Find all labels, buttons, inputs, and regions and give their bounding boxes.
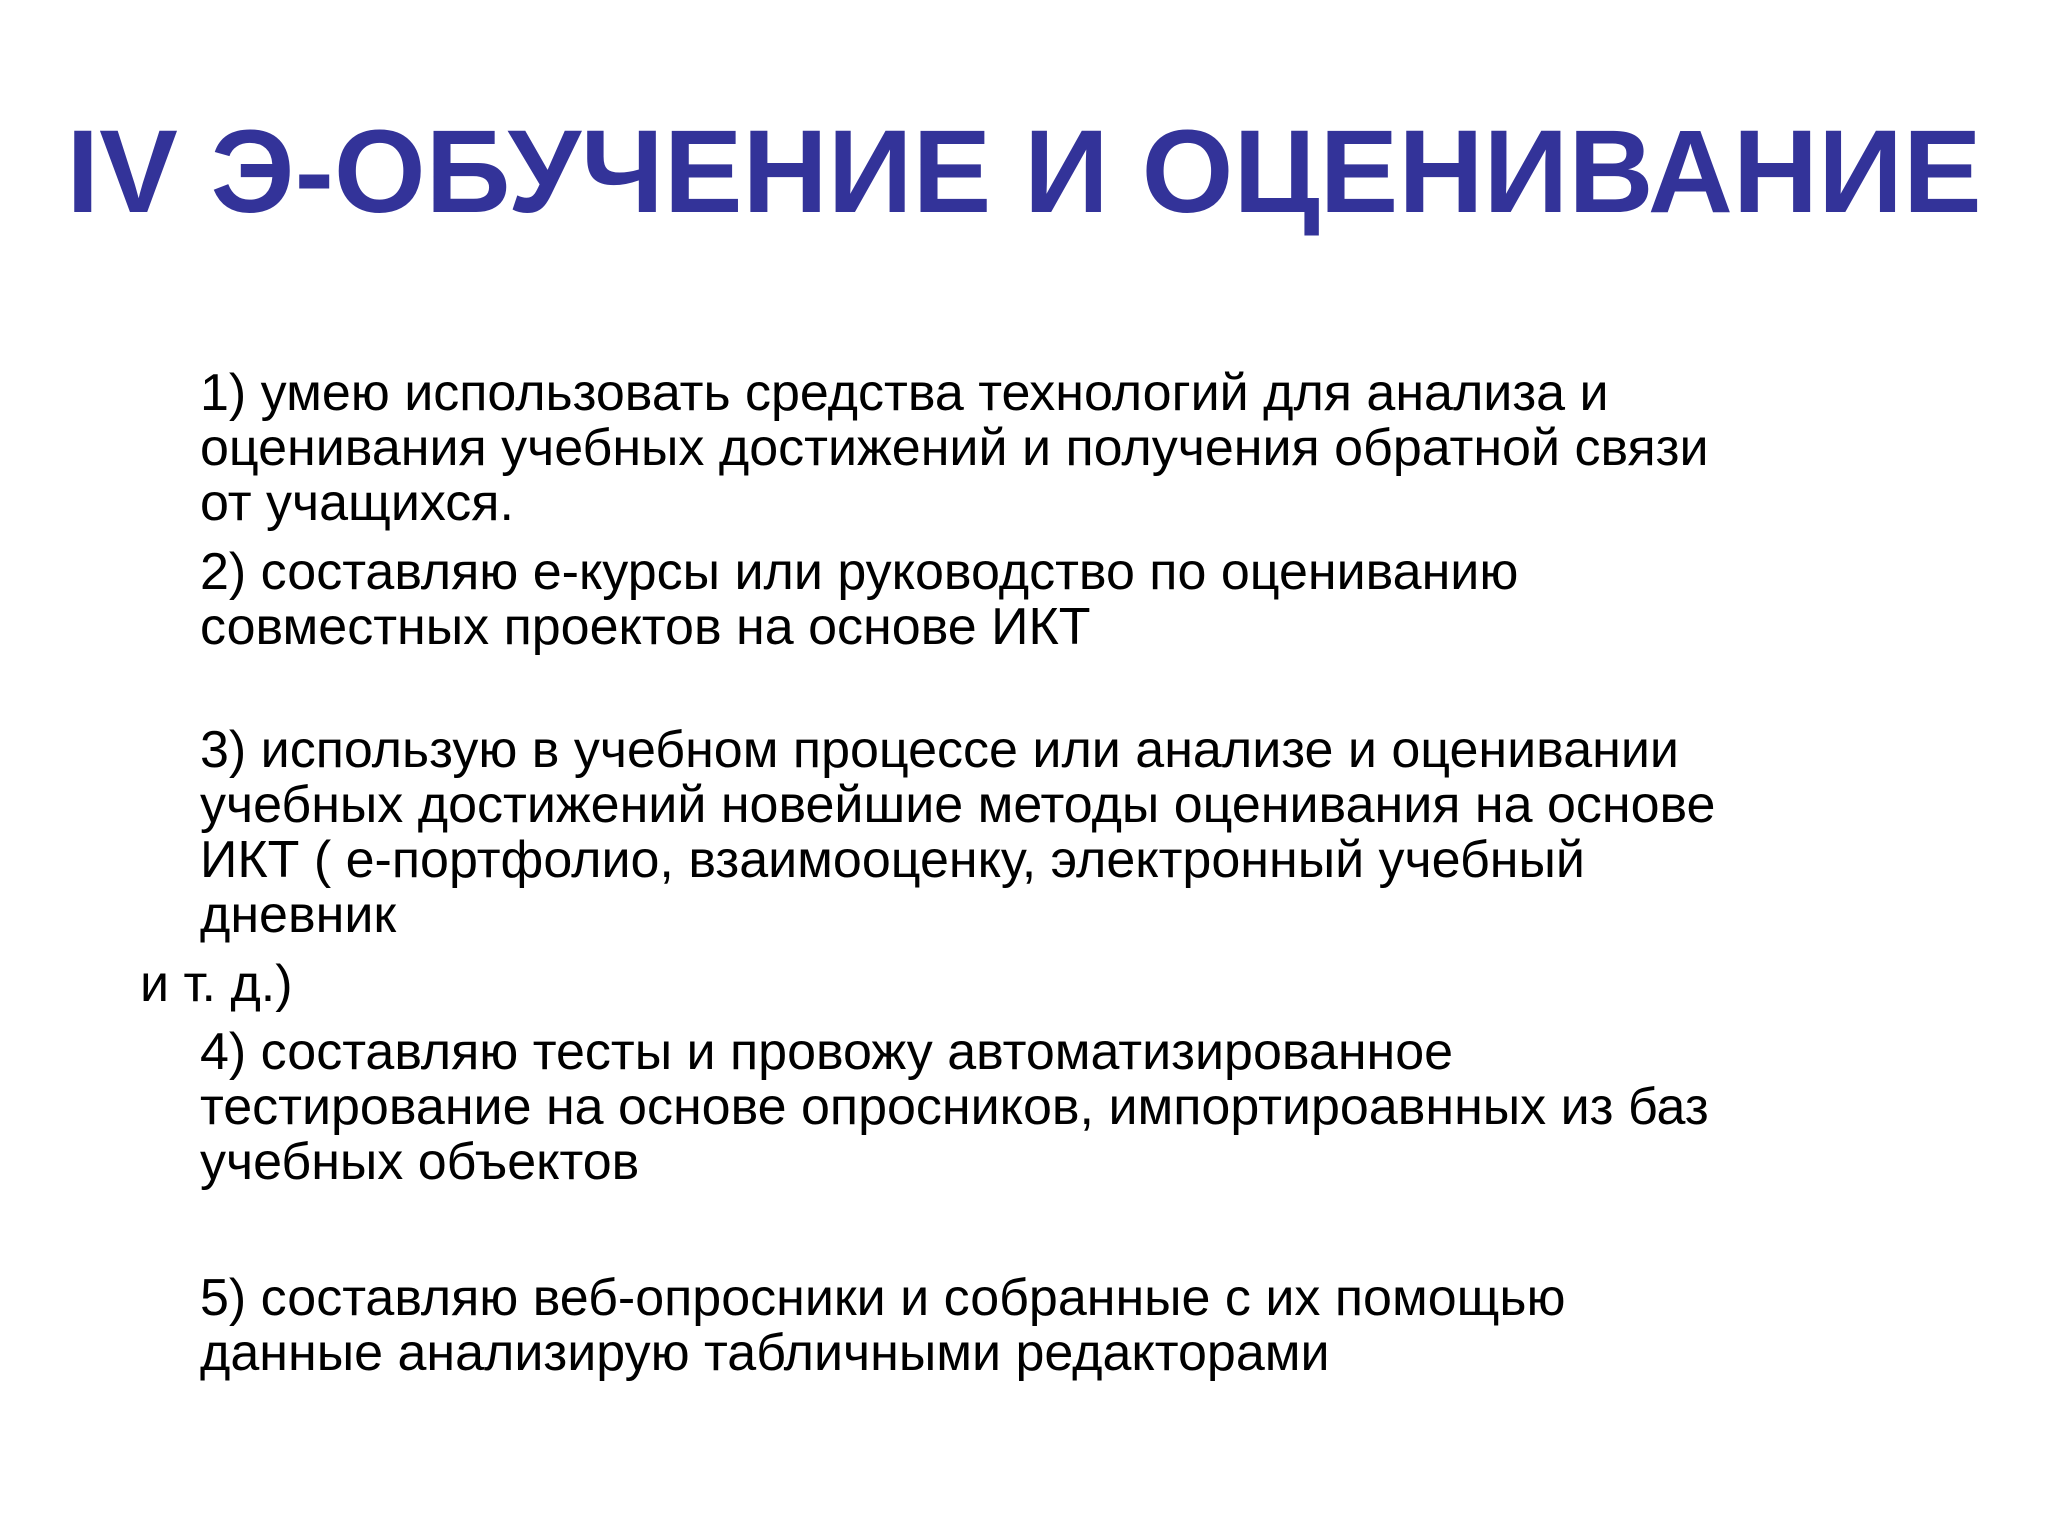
- list-item-2: [200, 545, 1900, 655]
- list-item-line: данные анализирую табличными редакторами: [200, 1324, 1330, 1382]
- list-item-line: учебных объектов: [200, 1133, 640, 1191]
- list-item-line: тестирование на основе опросников, импортироавнных из баз: [200, 1078, 1709, 1136]
- list-item-line: дневник: [200, 886, 397, 944]
- list-item-line: от учащихся.: [200, 474, 514, 532]
- list-item-line: 1) умею использовать средства технологий для анализа и: [200, 364, 1609, 422]
- list-item-3-continuation: [140, 957, 1840, 1012]
- list-item-line: 3) использую в учебном процессе или анализе и оценивании: [200, 721, 1679, 779]
- list-item-line: ИКТ ( е-портфолио, взаимооценку, электронный учебный: [200, 831, 1585, 889]
- list-item-1: [200, 366, 1900, 531]
- list-item-line: и т. д.): [140, 955, 293, 1013]
- list-item-line: 5) составляю веб-опросники и собранные с их помощью: [200, 1269, 1566, 1327]
- list-item-line: учебных достижений новейшие методы оценивания на основе: [200, 776, 1716, 834]
- list-item-line: совместных проектов на основе ИКТ: [200, 598, 1091, 656]
- slide-title: IV Э-ОБУЧЕНИЕ И ОЦЕНИВАНИЕ: [66, 106, 1982, 238]
- list-item-5: [200, 1271, 1900, 1381]
- list-item-line: 4) составляю тесты и провожу автоматизированное: [200, 1023, 1454, 1081]
- list-item-3: [200, 723, 1900, 943]
- list-item-line: оценивания учебных достижений и получения обратной связи: [200, 419, 1709, 477]
- list-item-4: [200, 1025, 1900, 1190]
- list-item-line: 2) составляю е-курсы или руководство по оцениванию: [200, 543, 1519, 601]
